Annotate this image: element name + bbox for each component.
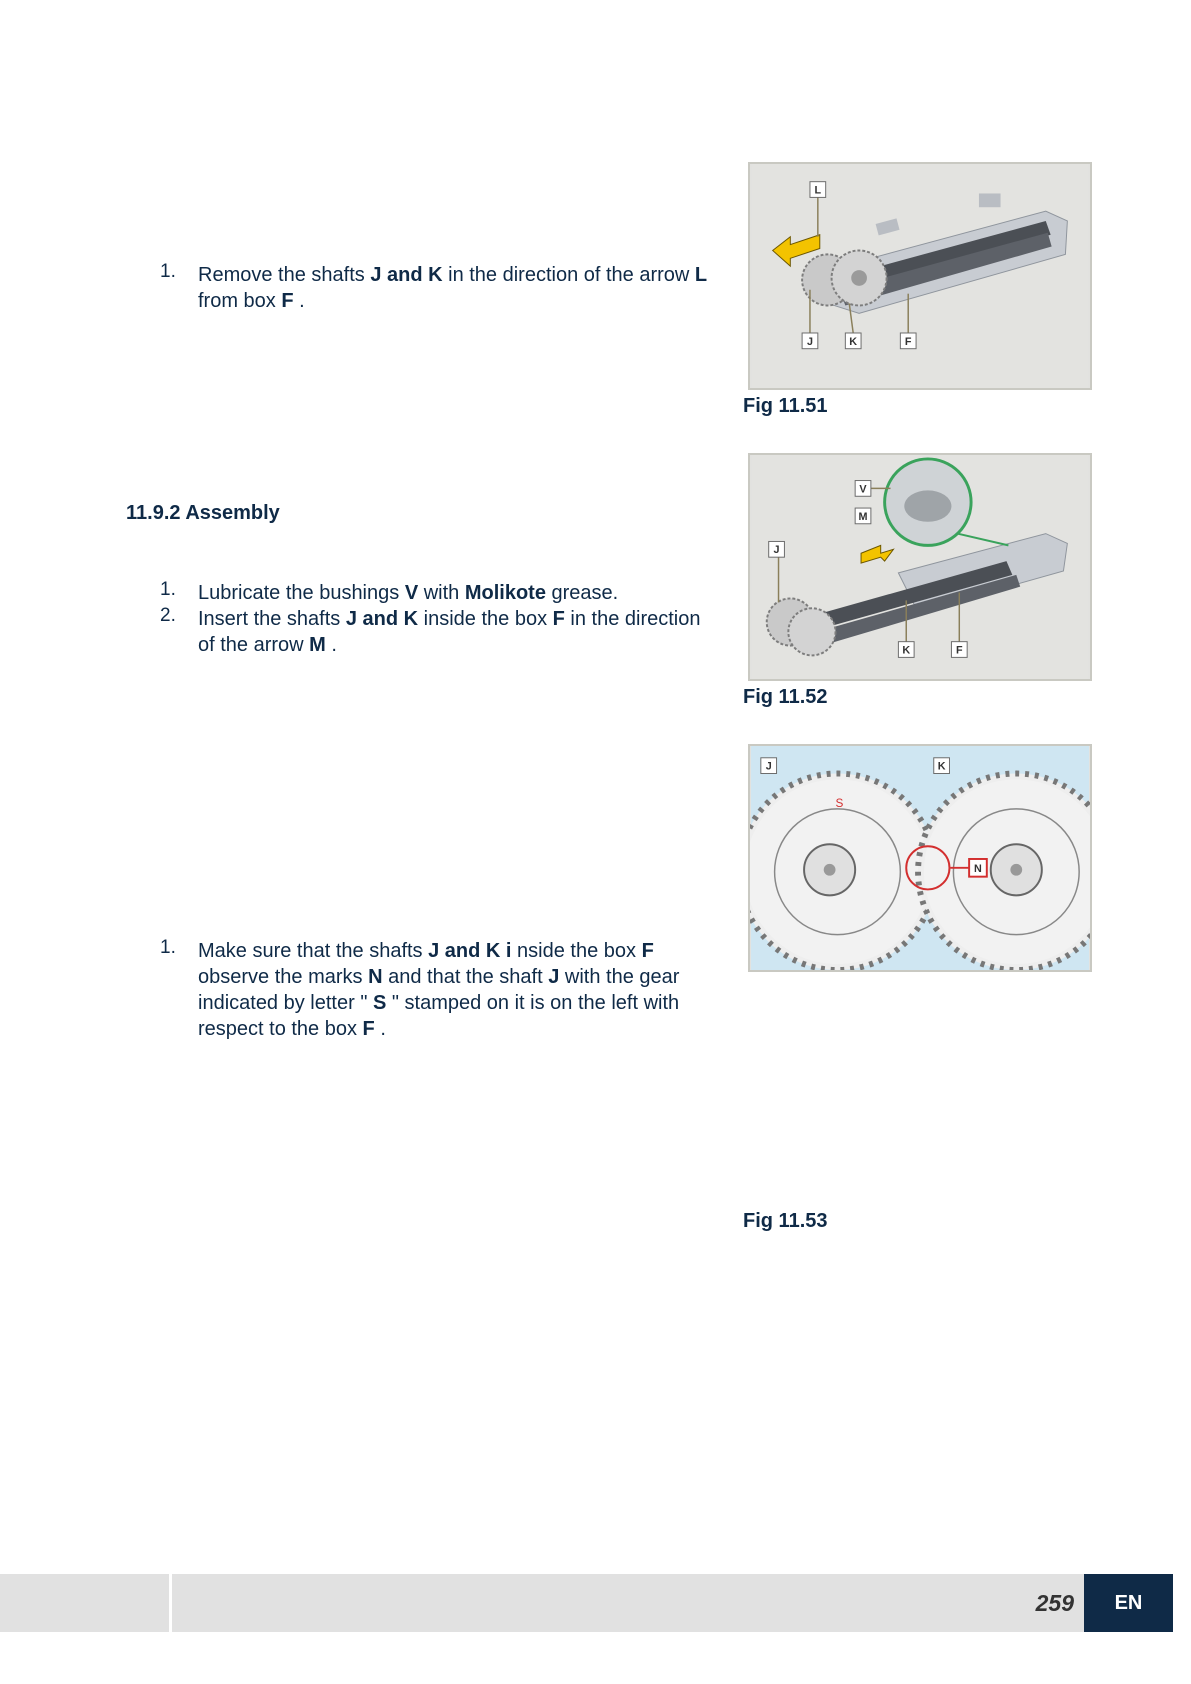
figure-caption: Fig 11.52 [743, 686, 828, 708]
svg-text:J: J [765, 760, 772, 773]
figure-caption: Fig 11.51 [743, 395, 828, 417]
list-number: 2. [160, 605, 176, 626]
text: in the direction of the arrow [198, 608, 701, 656]
callout-m [855, 508, 871, 524]
bold-text: J [548, 966, 560, 988]
text: and that the shaft [382, 966, 549, 988]
figure-11-52 [748, 453, 1092, 681]
svg-text:V: V [859, 483, 867, 496]
text: with the gear indicated by letter " [198, 966, 680, 1014]
bold-text: F [641, 940, 654, 962]
text: Lubricate the bushings [198, 582, 405, 604]
text: inside the box [418, 608, 553, 630]
section-heading: 11.9.2 Assembly [126, 502, 280, 524]
bold-text: F [281, 290, 294, 312]
bold-text: J and K i [428, 940, 512, 962]
text: . [374, 1018, 386, 1040]
bold-text: L [694, 264, 708, 286]
bold-text: J and K [370, 264, 443, 286]
svg-text:J: J [806, 335, 813, 348]
removal-steps [160, 262, 720, 314]
footer-bar [0, 1574, 1173, 1632]
bold-text: F [362, 1018, 375, 1040]
callout-f [900, 333, 916, 349]
gear-marks-illustration [750, 746, 1090, 970]
svg-text:J: J [773, 544, 780, 557]
text: . [325, 634, 337, 656]
callout-n [969, 859, 987, 877]
text: Remove the shafts [198, 264, 371, 286]
list-item [160, 606, 720, 658]
svg-text:N: N [974, 862, 982, 875]
shafts-insertion-illustration [750, 455, 1090, 679]
svg-text:F: F [904, 335, 912, 348]
text: observe the marks [198, 966, 369, 988]
text: Insert the shafts [198, 608, 346, 630]
callout-l [810, 182, 826, 198]
bold-text: M [309, 634, 326, 656]
figure-11-51 [748, 162, 1092, 390]
list-item [160, 580, 720, 606]
figure-11-53 [748, 744, 1092, 972]
gear-letter-s: S [835, 796, 844, 810]
text: " stamped on it is on the left with respect to the box [198, 992, 680, 1040]
text: in the direction of the arrow [442, 264, 695, 286]
callout-k [845, 333, 861, 349]
svg-text:F: F [955, 644, 963, 657]
bold-text: N [368, 966, 383, 988]
text: grease. [545, 582, 619, 604]
text: Make sure that the shafts [198, 940, 429, 962]
list-item [160, 262, 720, 314]
svg-text:L: L [814, 184, 822, 197]
footer-divider [169, 1574, 172, 1632]
callout-j [769, 541, 785, 557]
callout-v [855, 481, 871, 497]
bold-text: S [372, 992, 387, 1014]
language-badge: EN [1084, 1574, 1173, 1632]
list-number: 1. [160, 261, 176, 282]
list-number: 1. [160, 937, 176, 958]
callout-f [951, 642, 967, 658]
svg-text:K: K [937, 760, 946, 773]
callout-k [898, 642, 914, 658]
callout-j [802, 333, 818, 349]
bold-text: F [552, 608, 565, 630]
page-number: 259 [1035, 1590, 1074, 1616]
svg-text:K: K [902, 644, 911, 657]
list-number: 1. [160, 579, 176, 600]
assembly-steps [160, 580, 720, 658]
bold-text: V [404, 582, 419, 604]
bold-text: Molikote [464, 582, 546, 604]
shafts-removal-illustration [750, 164, 1090, 388]
list-item [160, 938, 720, 1042]
bold-text: J and K [345, 608, 419, 630]
check-steps [160, 938, 720, 1042]
svg-text:M: M [858, 510, 868, 523]
svg-text:K: K [849, 335, 858, 348]
text: . [293, 290, 305, 312]
text: nside the box [511, 940, 642, 962]
callout-k [934, 758, 950, 774]
text: from box [198, 290, 282, 312]
text: with [418, 582, 465, 604]
figure-caption: Fig 11.53 [743, 1210, 828, 1232]
callout-j [761, 758, 777, 774]
